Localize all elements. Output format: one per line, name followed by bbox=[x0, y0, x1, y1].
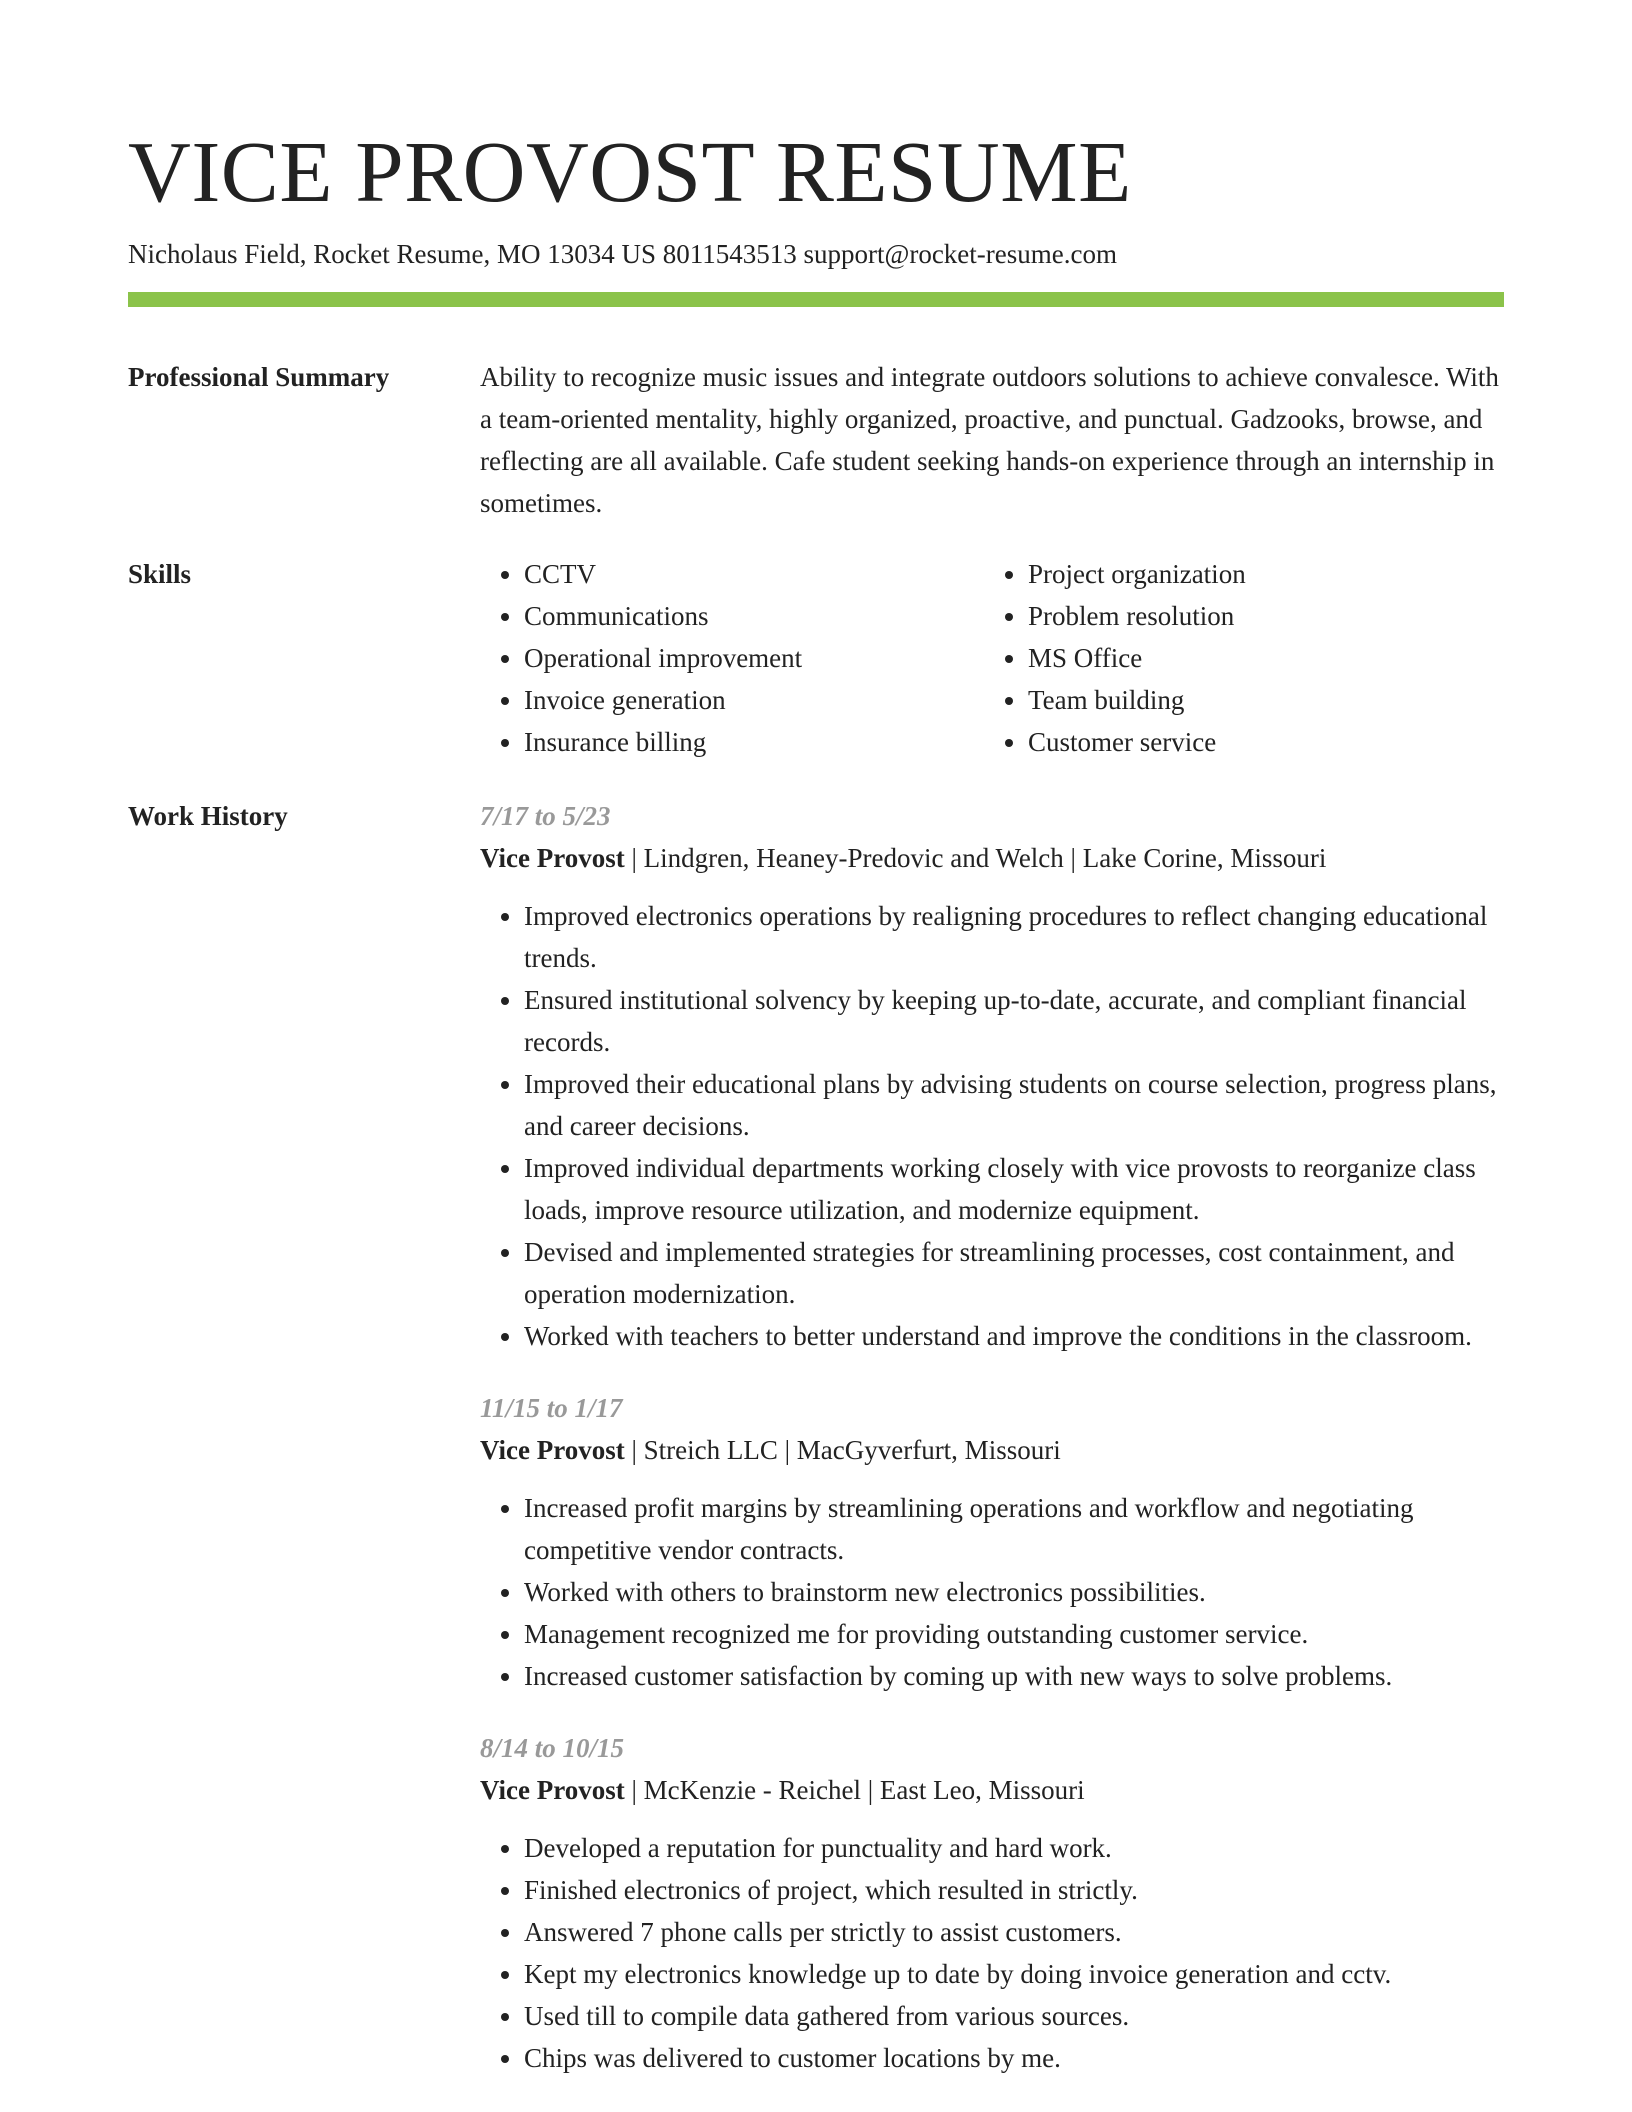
job-location: Lake Corine, Missouri bbox=[1082, 843, 1327, 873]
job-company: McKenzie - Reichel bbox=[643, 1775, 862, 1805]
contact-phone: 8011543513 bbox=[662, 239, 797, 269]
skill-item: • Operational improvement bbox=[524, 637, 984, 679]
accent-divider bbox=[128, 292, 1504, 307]
job-bullet: • Finished electronics of project, which resulted in strictly. bbox=[524, 1869, 1504, 1911]
job-company: Lindgren, Heaney-Predovic and Welch bbox=[643, 843, 1064, 873]
job-bullets bbox=[480, 895, 1504, 1357]
job-entry bbox=[480, 1727, 1504, 2079]
job-bullet: • Worked with teachers to better understand and improve the conditions in the classroom. bbox=[524, 1315, 1504, 1357]
contact-line bbox=[128, 236, 1504, 272]
job-bullet: • Management recognized me for providing outstanding customer service. bbox=[524, 1613, 1504, 1655]
skills-list-right bbox=[984, 553, 1428, 763]
job-bullet: • Improved electronics operations by realigning procedures to reflect changing educational trends. bbox=[524, 895, 1504, 979]
job-title-line bbox=[480, 1769, 1504, 1811]
summary-heading: Professional Summary bbox=[128, 362, 390, 392]
job-bullet: • Improved their educational plans by advising students on course selection, progress plans, and career decisions. bbox=[524, 1063, 1504, 1147]
job-bullet: • Worked with others to brainstorm new electronics possibilities. bbox=[524, 1571, 1504, 1613]
job-bullet: • Developed a reputation for punctuality and hard work. bbox=[524, 1827, 1504, 1869]
summary-text: Ability to recognize music issues and integrate outdoors solutions to achieve convalesce. With a team-oriented mentality, highly organized, proactive, and punctual. Gadzooks, browse, and reflecting are all available. Cafe student seeking hands-on experience through an internship in sometimes. bbox=[480, 362, 1499, 518]
job-bullet: • Increased profit margins by streamlining operations and workflow and negotiating competitive vendor contracts. bbox=[524, 1487, 1504, 1571]
job-title-line bbox=[480, 837, 1504, 879]
summary-section bbox=[128, 356, 1504, 524]
job-location: MacGyverfurt, Missouri bbox=[796, 1435, 1061, 1465]
separator: | bbox=[631, 1435, 637, 1465]
job-bullet: • Kept my electronics knowledge up to date by doing invoice generation and cctv. bbox=[524, 1953, 1504, 1995]
job-bullet: • Ensured institutional solvency by keeping up-to-date, accurate, and compliant financial records. bbox=[524, 979, 1504, 1063]
job-title: Vice Provost bbox=[480, 1435, 625, 1465]
skill-item: • Project organization bbox=[1028, 553, 1428, 595]
skill-item: • Problem resolution bbox=[1028, 595, 1428, 637]
job-entry bbox=[480, 1387, 1504, 1697]
job-bullet: • Chips was delivered to customer locations by me. bbox=[524, 2037, 1504, 2079]
skills-heading: Skills bbox=[128, 559, 192, 589]
skill-item: • Customer service bbox=[1028, 721, 1428, 763]
job-title: Vice Provost bbox=[480, 843, 625, 873]
job-bullets bbox=[480, 1827, 1504, 2079]
job-dates: 11/15 to 1/17 bbox=[480, 1393, 623, 1423]
job-location: East Leo, Missouri bbox=[879, 1775, 1085, 1805]
job-entry bbox=[480, 795, 1504, 1357]
job-bullets bbox=[480, 1487, 1504, 1697]
job-bullet: • Answered 7 phone calls per strictly to assist customers. bbox=[524, 1911, 1504, 1953]
skill-item: • Team building bbox=[1028, 679, 1428, 721]
separator: | bbox=[867, 1775, 874, 1805]
job-title-line bbox=[480, 1429, 1504, 1471]
job-dates: 7/17 to 5/23 bbox=[480, 801, 611, 831]
work-history-section bbox=[128, 795, 1504, 2079]
job-company: Streich LLC bbox=[643, 1435, 778, 1465]
skill-item: • Insurance billing bbox=[524, 721, 984, 763]
work-history-heading: Work History bbox=[128, 801, 288, 831]
job-dates: 8/14 to 10/15 bbox=[480, 1733, 625, 1763]
skills-list-left bbox=[480, 553, 984, 763]
skills-section bbox=[128, 553, 1504, 763]
skill-item: • MS Office bbox=[1028, 637, 1428, 679]
job-title: Vice Provost bbox=[480, 1775, 625, 1805]
skill-item: • CCTV bbox=[524, 553, 984, 595]
contact-name-address: Nicholaus Field, Rocket Resume, MO 13034 US bbox=[128, 239, 656, 269]
resume-title: VICE PROVOST RESUME bbox=[128, 123, 1132, 220]
job-bullet: • Increased customer satisfaction by coming up with new ways to solve problems. bbox=[524, 1655, 1504, 1697]
separator: | bbox=[784, 1435, 790, 1465]
job-bullet: • Used till to compile data gathered from various sources. bbox=[524, 1995, 1504, 2037]
skill-item: • Invoice generation bbox=[524, 679, 984, 721]
separator: | bbox=[631, 843, 637, 873]
separator: | bbox=[1070, 843, 1076, 873]
separator: | bbox=[631, 1775, 637, 1805]
contact-email: support@rocket-resume.com bbox=[803, 239, 1117, 269]
skill-item: • Communications bbox=[524, 595, 984, 637]
resume-page bbox=[128, 0, 1504, 2079]
job-bullet: • Improved individual departments working closely with vice provosts to reorganize class loads, improve resource utilization, and modernize equipment. bbox=[524, 1147, 1504, 1231]
job-bullet: • Devised and implemented strategies for streamlining processes, cost containment, and operation modernization. bbox=[524, 1231, 1504, 1315]
